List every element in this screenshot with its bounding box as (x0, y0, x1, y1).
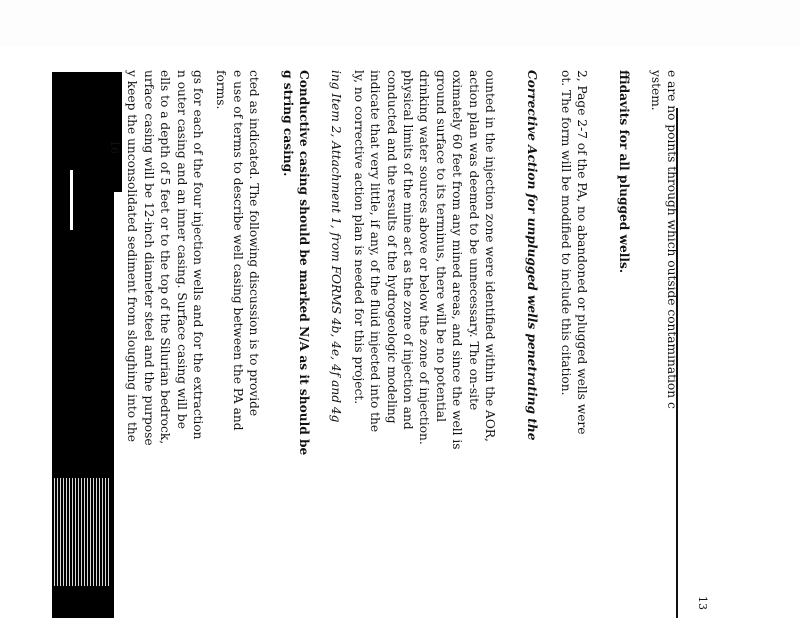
text-block-6 (328, 70, 344, 422)
margin-mark (666, 0, 678, 65)
text-line: ing Item 2, Attachment 1, from FORMS 4b, 4e, 4f and 4g (329, 70, 343, 423)
scan-noise-stripes (52, 478, 110, 586)
text-line: g string casing. (280, 70, 295, 177)
document-page (108, 70, 709, 610)
text-line: Conductive casing should be marked N/A as it should be (297, 70, 311, 456)
text-line: Corrective Action for unplugged wells penetrating the (525, 70, 539, 441)
text-line: ounted in the injection zone were identified within the AOR, (483, 70, 497, 442)
text-line: ot. The form will be modified to include this citation. (558, 70, 573, 396)
rotated-document-page (108, 70, 709, 610)
margin-mark (678, 0, 690, 65)
text-block-8 (213, 70, 262, 431)
text-line: gs for each of the four injection wells and for the extraction (191, 70, 205, 440)
text-line: ells to a depth of 5 feet or to the top of the Silurian bedrock, (158, 70, 173, 445)
margin-marks (630, 0, 690, 65)
text-block-4 (524, 70, 540, 440)
text-line: n outer casing and an inner casing. Surface casing will be (174, 70, 189, 429)
text-line: physical limits of the mine act as the zone of injection and (400, 70, 415, 430)
margin-mark (630, 0, 642, 65)
text-block-9 (124, 70, 206, 446)
text-line: cted as indicated. The following discussion is to provide (247, 70, 261, 417)
text-line: e are no points through which outside contamination c (665, 70, 679, 409)
page-number-bottom: 16 (108, 140, 121, 154)
text-line: action plan was deemed to be unnecessary. The on-site (466, 70, 481, 411)
text-line: ly, no corrective action plan is needed for this project. (351, 70, 366, 405)
text-block-5 (350, 70, 498, 450)
text-line: forms. (214, 70, 229, 110)
text-line: ystem. (648, 70, 663, 111)
text-block-3 (557, 70, 590, 434)
text-block-7 (279, 70, 312, 455)
text-line: 2, Page 2-7 of the PA, no abandoned or plugged wells were (575, 70, 589, 435)
text-line: ffidavits for all plugged wells. (617, 70, 631, 274)
text-line: urface casing will be 12-inch diameter steel and the purpose (141, 70, 156, 446)
text-line: ground surface to its terminus, there will be no potential (433, 70, 448, 422)
text-line: drinking water sources above or below the zone of injection. (417, 70, 432, 445)
text-line: indicate that very little, if any, of the fluid injected into the (368, 70, 383, 433)
text-block-2 (616, 70, 632, 273)
margin-mark (654, 0, 666, 65)
text-line: oximately 60 feet from any mined areas, and since the well is (450, 70, 465, 450)
text-line: e use of terms to describe well casing between the PA and (230, 70, 245, 431)
margin-mark (642, 0, 654, 65)
text-line: conducted and the results of the hydrogeologic modeling (384, 70, 399, 424)
scan-white-streak (70, 170, 73, 230)
text-line: y keep the unconsolidated sediment from sloughing into the (125, 70, 140, 442)
text-block-1 (647, 70, 680, 409)
page-number-top: 13 (696, 596, 709, 610)
